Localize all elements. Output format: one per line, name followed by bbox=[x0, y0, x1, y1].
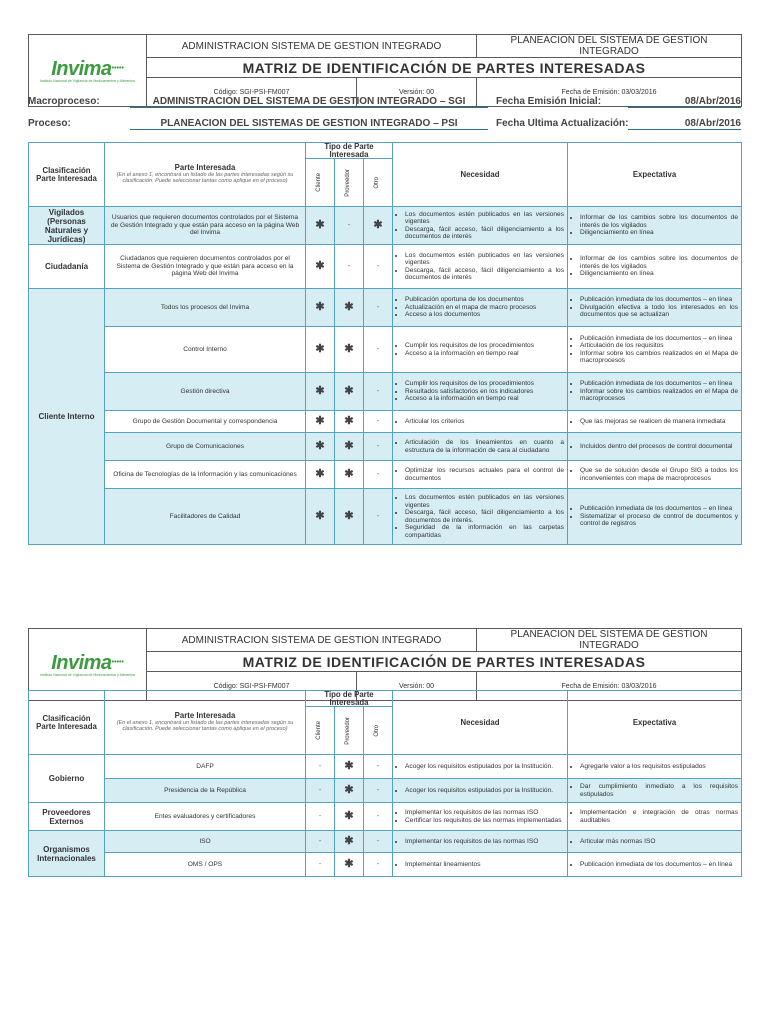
list-item: • Diligenciamiento en línea bbox=[580, 229, 738, 237]
table-row bbox=[29, 803, 742, 831]
row-proveedor-mark: - bbox=[335, 245, 364, 289]
list-item: • Resultados satisfactorios en los indicadores bbox=[405, 388, 564, 396]
list-item: • Los documentos estén publicados en las versiones vigentes bbox=[405, 252, 564, 267]
list-item: • Descarga, fácil acceso, fácil diligenciamiento a los documentos de interés. bbox=[405, 509, 564, 524]
doc-version: Versión: 00 bbox=[357, 672, 477, 701]
doc-version: Versión: 00 bbox=[357, 78, 477, 107]
table-row bbox=[29, 289, 742, 327]
row-expectativa bbox=[568, 245, 742, 289]
logo-text: Invima bbox=[51, 651, 112, 674]
row-classification: Cliente Interno bbox=[29, 289, 105, 545]
list-item: • Acoger los requisitos estipulados por la Institución. bbox=[405, 763, 564, 771]
doc-title: MATRIZ DE IDENTIFICACIÓN DE PARTES INTERESADAS bbox=[147, 58, 742, 78]
row-necesidad bbox=[393, 327, 568, 373]
row-party: Grupo de Comunicaciones bbox=[105, 433, 306, 461]
logo-tagline: Instituto Nacional de Vigilancia de Medicamentos y Alimentos bbox=[39, 78, 136, 83]
col-necesidad: Necesidad bbox=[393, 143, 568, 207]
col-tipo: Tipo de Parte Interesada bbox=[306, 691, 393, 707]
list-item: • Acoger los requisitos estipulados por la Institución. bbox=[405, 787, 564, 795]
row-party: Oficina de Tecnologías de la Información y las comunicaciones bbox=[105, 461, 306, 489]
list-item: • Que las mejoras se realicen de manera inmediata bbox=[580, 418, 738, 426]
row-otro-mark: - bbox=[364, 831, 393, 853]
row-cliente-mark: ✱ bbox=[306, 373, 335, 411]
doc-code: Código: SGI-PSI-FM007 bbox=[147, 672, 357, 701]
row-otro-mark: - bbox=[364, 433, 393, 461]
list-item: • Articular los criterios bbox=[405, 418, 564, 426]
list-item: • Articular más normas ISO bbox=[580, 838, 738, 846]
process-info bbox=[28, 96, 741, 136]
doc-code: Código: SGI-PSI-FM007 bbox=[147, 78, 357, 107]
col-parte-label: Parte Interesada bbox=[174, 163, 236, 173]
list-item: • Publicación inmediata de los documentos – en línea bbox=[580, 380, 738, 388]
list-item: • Acceso a los documentos bbox=[405, 311, 564, 319]
row-proveedor-mark: ✱ bbox=[335, 411, 364, 433]
list-item: • Certificar los requisitos de las normas implementadas bbox=[405, 817, 564, 825]
row-otro-mark: - bbox=[364, 327, 393, 373]
col-parte-interesada bbox=[105, 691, 306, 755]
row-cliente-mark: - bbox=[306, 779, 335, 803]
list-item: • Articulación de los requisitos bbox=[580, 342, 738, 350]
list-item: • Divulgación efectiva a todo los interesados en los documentos que se actualizan bbox=[580, 304, 738, 319]
list-item: • Publicación inmediata de los documentos – en línea bbox=[580, 335, 738, 343]
row-necesidad bbox=[393, 831, 568, 853]
row-proveedor-mark: - bbox=[335, 207, 364, 245]
table-row bbox=[29, 207, 742, 245]
row-cliente-mark: ✱ bbox=[306, 207, 335, 245]
list-item: • Informar de los cambios sobre los documentos de interés de los vigilados bbox=[580, 255, 738, 270]
row-cliente-mark: ✱ bbox=[306, 433, 335, 461]
row-cliente-mark: ✱ bbox=[306, 461, 335, 489]
row-otro-mark: - bbox=[364, 461, 393, 489]
row-cliente-mark: ✱ bbox=[306, 327, 335, 373]
row-proveedor-mark: ✱ bbox=[335, 803, 364, 831]
row-classification: Organismos Internacionales bbox=[29, 831, 105, 877]
row-cliente-mark: - bbox=[306, 831, 335, 853]
list-item: • Implementación e integración de otras normas auditables bbox=[580, 809, 738, 824]
col-parte-note: (En el anexo 1, encontrará un listado de las partes interesadas según su clasificación. Puede seleccionar tantas como aplique en el proceso) bbox=[116, 719, 294, 733]
row-necesidad bbox=[393, 803, 568, 831]
row-party: Grupo de Gestión Documental y correspondencia bbox=[105, 411, 306, 433]
row-otro-mark: - bbox=[364, 779, 393, 803]
row-party: OMS / OPS bbox=[105, 853, 306, 877]
row-expectativa bbox=[568, 779, 742, 803]
table-row bbox=[29, 433, 742, 461]
proceso-label: Proceso: bbox=[28, 118, 71, 129]
list-item: • Informar sobre los cambios realizados en el Mapa de macroprocesos bbox=[580, 388, 738, 403]
area-right: PLANEACION DEL SISTEMA DE GESTION INTEGRADO bbox=[477, 629, 742, 652]
row-otro-mark: - bbox=[364, 289, 393, 327]
row-proveedor-mark: ✱ bbox=[335, 289, 364, 327]
col-tipo: Tipo de Parte Interesada bbox=[306, 143, 393, 159]
list-item: • Seguridad de la información en las carpetas compartidas bbox=[405, 524, 564, 539]
row-cliente-mark: ✱ bbox=[306, 245, 335, 289]
col-necesidad: Necesidad bbox=[393, 691, 568, 755]
row-expectativa bbox=[568, 803, 742, 831]
fecha-actualizacion-label: Fecha Ultima Actualización: bbox=[496, 118, 629, 129]
row-cliente-mark: - bbox=[306, 803, 335, 831]
row-party: Todos los procesos del Invima bbox=[105, 289, 306, 327]
doc-title: MATRIZ DE IDENTIFICACIÓN DE PARTES INTERESADAS bbox=[147, 652, 742, 672]
list-item: • Diligenciamiento en línea bbox=[580, 270, 738, 278]
row-expectativa bbox=[568, 373, 742, 411]
list-item: • Informar sobre los cambios realizados en el Mapa de macroprocesos bbox=[580, 350, 738, 365]
col-expectativa: Expectativa bbox=[568, 691, 742, 755]
row-cliente-mark: ✱ bbox=[306, 289, 335, 327]
row-expectativa bbox=[568, 289, 742, 327]
row-otro-mark: - bbox=[364, 803, 393, 831]
row-necesidad bbox=[393, 489, 568, 545]
proceso-value: PLANEACION DEL SISTEMAS DE GESTION INTEGRADO – PSI bbox=[130, 118, 488, 130]
list-item: • Descarga, fácil acceso, fácil diligenciamiento a los documentos de interés bbox=[405, 226, 564, 241]
row-cliente-mark: - bbox=[306, 853, 335, 877]
col-otro: Otro bbox=[374, 176, 381, 189]
macroproceso-value: ADMINISTRACION DEL SISTEMA DE GESTION INTEGRADO – SGI bbox=[130, 96, 488, 108]
list-item: • Incluidos dentro del procesos de control documental bbox=[580, 443, 738, 451]
row-party: DAFP bbox=[105, 755, 306, 779]
row-proveedor-mark: ✱ bbox=[335, 433, 364, 461]
col-proveedor: Proveedor bbox=[345, 168, 352, 197]
row-proveedor-mark: ✱ bbox=[335, 327, 364, 373]
doc-emission-date: Fecha de Emisión: 03/03/2016 bbox=[477, 672, 742, 701]
row-proveedor-mark: ✱ bbox=[335, 779, 364, 803]
table-row bbox=[29, 245, 742, 289]
list-item: • Publicación inmediata de los documentos – en línea bbox=[580, 296, 738, 304]
col-parte-interesada bbox=[105, 143, 306, 207]
area-left: ADMINISTRACION SISTEMA DE GESTION INTEGRADO bbox=[147, 35, 477, 58]
area-right: PLANEACION DEL SISTEMA DE GESTION INTEGRADO bbox=[477, 35, 742, 58]
col-otro: Otro bbox=[374, 724, 381, 737]
col-clasificacion: Clasificación Parte Interesada bbox=[29, 143, 105, 207]
list-item: • Acceso a la información en tiempo real bbox=[405, 350, 564, 358]
list-item: • Actualización en el mapa de macro procesos bbox=[405, 304, 564, 312]
list-item: • Descarga, fácil acceso, fácil diligenciamiento a los documentos de interés bbox=[405, 267, 564, 282]
row-expectativa bbox=[568, 327, 742, 373]
col-proveedor: Proveedor bbox=[345, 716, 352, 745]
list-item: • Los documentos estén publicados en las versiones vigentes bbox=[405, 211, 564, 226]
list-item: • Agregarle valor a los requisitos estipulados bbox=[580, 763, 738, 771]
table-row bbox=[29, 489, 742, 545]
area-left: ADMINISTRACION SISTEMA DE GESTION INTEGRADO bbox=[147, 629, 477, 652]
row-necesidad bbox=[393, 289, 568, 327]
row-expectativa bbox=[568, 489, 742, 545]
row-party: Facilitadores de Calidad bbox=[105, 489, 306, 545]
row-otro-mark: - bbox=[364, 411, 393, 433]
list-item: • Que se de solución desde el Grupo SIG a todos los inconvenientes con mapa de macroprocesos bbox=[580, 467, 738, 482]
page2-matrix bbox=[28, 690, 741, 877]
table-row bbox=[29, 327, 742, 373]
page1-matrix bbox=[28, 142, 741, 545]
list-item: • Cumplir los requisitos de los procedimientos bbox=[405, 380, 564, 388]
row-expectativa bbox=[568, 853, 742, 877]
row-proveedor-mark: ✱ bbox=[335, 831, 364, 853]
row-otro-mark: - bbox=[364, 245, 393, 289]
row-necesidad bbox=[393, 853, 568, 877]
list-item: • Los documentos estén publicados en las versiones vigentes bbox=[405, 494, 564, 509]
row-classification: Gobierno bbox=[29, 755, 105, 803]
row-cliente-mark: ✱ bbox=[306, 411, 335, 433]
row-party: Presidencia de la República bbox=[105, 779, 306, 803]
logo-text: Invima bbox=[51, 57, 112, 80]
table-row bbox=[29, 373, 742, 411]
row-expectativa bbox=[568, 433, 742, 461]
list-item: • Acceso a la información en tiempo real bbox=[405, 395, 564, 403]
row-otro-mark: - bbox=[364, 373, 393, 411]
row-expectativa bbox=[568, 755, 742, 779]
list-item: • Optimizar los recursos actuales para el control de documentos bbox=[405, 467, 564, 482]
table-row bbox=[29, 779, 742, 803]
list-item: • Publicación oportuna de los documentos bbox=[405, 296, 564, 304]
row-proveedor-mark: ✱ bbox=[335, 461, 364, 489]
row-otro-mark: - bbox=[364, 755, 393, 779]
row-expectativa bbox=[568, 411, 742, 433]
row-necesidad bbox=[393, 779, 568, 803]
invima-logo: Invima••••• Instituto Nacional de Vigilancia de Medicamentos y Alimentos bbox=[29, 629, 147, 701]
row-party: Control Interno bbox=[105, 327, 306, 373]
logo-tagline: Instituto Nacional de Vigilancia de Medicamentos y Alimentos bbox=[39, 672, 136, 677]
row-party: Usuarios que requieren documentos controlados por el Sistema de Gestión Integrado y que están para acceso en la página Web del Invima bbox=[105, 207, 306, 245]
col-parte-note: (En el anexo 1, encontrará un listado de las partes interesadas según su clasificación. Puede seleccionar tantas como aplique en el proceso) bbox=[116, 171, 294, 185]
row-proveedor-mark: ✱ bbox=[335, 489, 364, 545]
row-expectativa bbox=[568, 207, 742, 245]
list-item: • Dar cumplimiento inmediato a los requisitos estipulados bbox=[580, 783, 738, 798]
col-parte-label: Parte Interesada bbox=[174, 711, 236, 721]
list-item: • Publicación inmediata de los documentos – en línea bbox=[580, 861, 738, 869]
row-proveedor-mark: ✱ bbox=[335, 373, 364, 411]
row-otro-mark: ✱ bbox=[364, 207, 393, 245]
fecha-inicial-value: 08/Abr/2016 bbox=[628, 96, 741, 108]
row-classification: Vigilados (Personas Naturales y Jurídicas) bbox=[29, 207, 105, 245]
list-item: • Cumplir los requisitos de los procedimientos bbox=[405, 342, 564, 350]
list-item: • Publicación inmediata de los documentos – en línea bbox=[580, 505, 738, 513]
row-party: ISO bbox=[105, 831, 306, 853]
list-item: • Implementar los requisitos de las normas ISO bbox=[405, 809, 564, 817]
col-expectativa: Expectativa bbox=[568, 143, 742, 207]
list-item: • Sistematizar el proceso de control de documentos y control de registros bbox=[580, 513, 738, 528]
row-necesidad bbox=[393, 461, 568, 489]
row-proveedor-mark: ✱ bbox=[335, 853, 364, 877]
list-item: • Implementar lineamientos bbox=[405, 861, 564, 869]
invima-logo: Invima••••• Instituto Nacional de Vigilancia de Medicamentos y Alimentos bbox=[29, 35, 147, 107]
row-necesidad bbox=[393, 755, 568, 779]
row-party: Ciudadanos que requieren documentos controlados por el Sistema de Gestión Integrado y que están para acceso en la página Web del Invima bbox=[105, 245, 306, 289]
row-party: Entes evaluadores y certificadores bbox=[105, 803, 306, 831]
row-necesidad bbox=[393, 411, 568, 433]
table-row bbox=[29, 853, 742, 877]
row-expectativa bbox=[568, 831, 742, 853]
col-cliente: Cliente bbox=[316, 173, 323, 193]
doc-emission-date: Fecha de Emisión: 03/03/2016 bbox=[477, 78, 742, 107]
row-classification: Ciudadanía bbox=[29, 245, 105, 289]
row-classification: Proveedores Externos bbox=[29, 803, 105, 831]
list-item: • Informar de los cambios sobre los documentos de interés de los vigilados bbox=[580, 214, 738, 229]
list-item: • Implementar los requisitos de las normas ISO bbox=[405, 838, 564, 846]
macroproceso-label: Macroproceso: bbox=[28, 96, 100, 107]
row-otro-mark: - bbox=[364, 489, 393, 545]
row-necesidad bbox=[393, 373, 568, 411]
row-necesidad bbox=[393, 433, 568, 461]
table-row bbox=[29, 461, 742, 489]
fecha-actualizacion-value: 08/Abr/2016 bbox=[628, 118, 741, 130]
col-cliente: Cliente bbox=[316, 721, 323, 741]
row-party: Gestión directiva bbox=[105, 373, 306, 411]
fecha-inicial-label: Fecha Emisión Inicial: bbox=[496, 96, 602, 107]
list-item: • Articulación de los lineamientos en cuanto a estructura de la información de cara al ciudadano bbox=[405, 439, 564, 454]
col-clasificacion: Clasificación Parte Interesada bbox=[29, 691, 105, 755]
row-cliente-mark: - bbox=[306, 755, 335, 779]
row-otro-mark: - bbox=[364, 853, 393, 877]
table-row bbox=[29, 831, 742, 853]
table-row bbox=[29, 755, 742, 779]
row-expectativa bbox=[568, 461, 742, 489]
table-row bbox=[29, 411, 742, 433]
row-necesidad bbox=[393, 245, 568, 289]
row-proveedor-mark: ✱ bbox=[335, 755, 364, 779]
row-necesidad bbox=[393, 207, 568, 245]
row-cliente-mark: ✱ bbox=[306, 489, 335, 545]
